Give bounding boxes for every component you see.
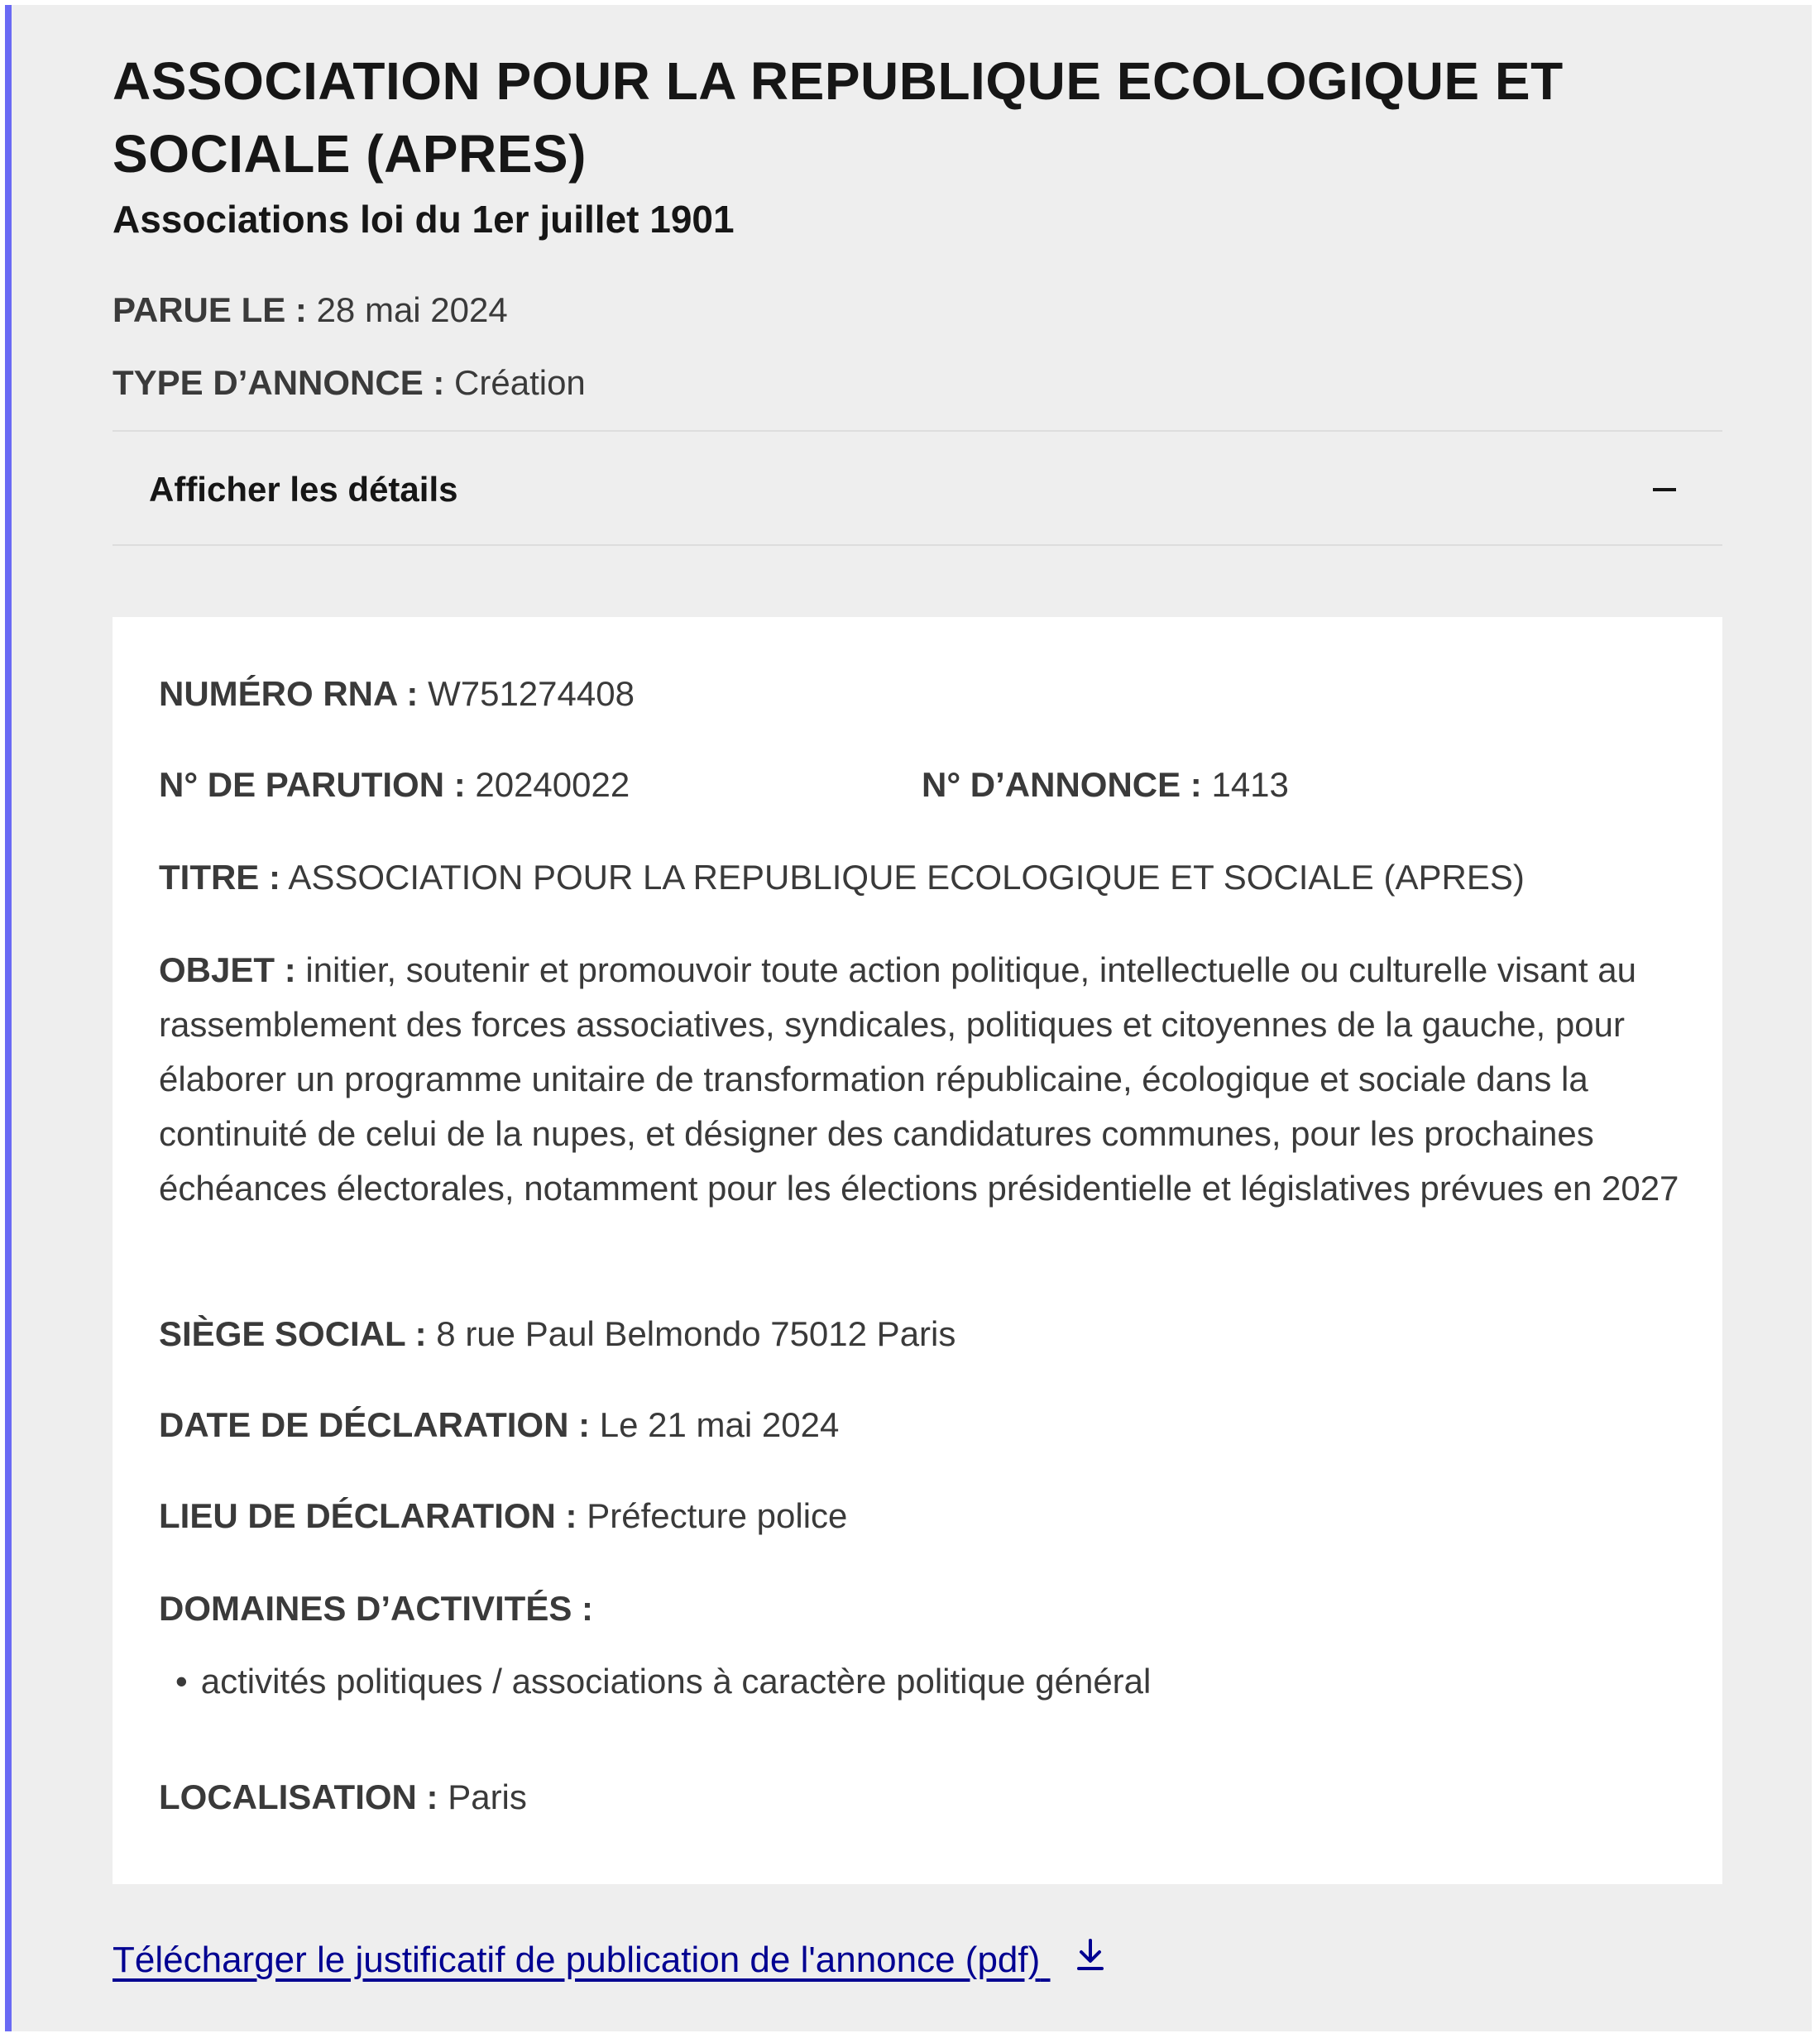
rna-number-value: W751274408 (428, 674, 635, 713)
declaration-date-value: Le 21 mai 2024 (599, 1405, 840, 1444)
siege-social-row (159, 1307, 956, 1361)
details-accordion-label: Afficher les détails (149, 470, 458, 509)
parution-number-row (159, 758, 630, 812)
localisation-label: LOCALISATION : (159, 1777, 438, 1816)
declaration-date-row (159, 1398, 839, 1452)
objet-label: OBJET : (159, 950, 296, 989)
domaines-row (159, 1581, 593, 1636)
announcement-type-label: TYPE D’ANNONCE : (113, 363, 445, 402)
localisation-value: Paris (448, 1777, 527, 1816)
declaration-place-row (159, 1489, 847, 1543)
announcement-header (113, 45, 1734, 243)
domaines-list (175, 1654, 1151, 1709)
download-icon (1074, 1937, 1107, 1987)
domaine-value: activités politiques / associations à caractère politique général (200, 1662, 1152, 1701)
localisation-row (159, 1770, 527, 1825)
minus-icon (1653, 488, 1676, 491)
announcement-type-value: Création (454, 363, 586, 402)
publication-date-value: 28 mai 2024 (316, 290, 508, 329)
bullet-icon: • (175, 1662, 188, 1701)
rna-number-row (159, 667, 635, 721)
announcement-subtitle: Associations loi du 1er juillet 1901 (113, 198, 735, 241)
titre-row (159, 850, 1525, 905)
rna-number-label: NUMÉRO RNA : (159, 674, 419, 713)
list-item (175, 1654, 1151, 1709)
domaines-label: DOMAINES D’ACTIVITÉS : (159, 1589, 594, 1628)
annonce-number-row (922, 758, 1289, 812)
parution-number-label: N° DE PARUTION : (159, 765, 466, 804)
download-pdf-label: Télécharger le justificatif de publication de l'annonce (pdf) (113, 1940, 1041, 1980)
siege-social-label: SIÈGE SOCIAL : (159, 1314, 427, 1353)
declaration-place-label: LIEU DE DÉCLARATION : (159, 1496, 577, 1535)
objet-value: initier, soutenir et promouvoir toute action politique, intellectuelle ou culturelle visant au rassemblement des forces associatives, syndicales, politiques et citoyennes de la gauche, pour élaborer un programme unitaire de transformation républicaine, écologique et sociale dans la continuité de celui de la nupes, et désigner des candidatures communes, pour les prochaines échéances électorales, notamment pour les élections présidentielle et législatives prévues en 2027 (159, 950, 1679, 1208)
parution-number-value: 20240022 (475, 765, 630, 804)
annonce-number-label: N° D’ANNONCE : (922, 765, 1202, 804)
publication-date-row (113, 287, 508, 333)
titre-label: TITRE : (159, 858, 280, 897)
objet-row (159, 943, 1689, 1216)
annonce-number-value: 1413 (1211, 765, 1289, 804)
declaration-date-label: DATE DE DÉCLARATION : (159, 1405, 591, 1444)
declaration-place-value: Préfecture police (587, 1496, 848, 1535)
announcement-title: ASSOCIATION POUR LA REPUBLIQUE ECOLOGIQUE ET SOCIALE (APRES) (113, 51, 1564, 184)
publication-date-label: PARUE LE : (113, 290, 307, 329)
titre-value: ASSOCIATION POUR LA REPUBLIQUE ECOLOGIQUE ET SOCIALE (APRES) (288, 858, 1525, 897)
announcement-type-row (113, 360, 586, 406)
siege-social-value: 8 rue Paul Belmondo 75012 Paris (436, 1314, 956, 1353)
download-pdf-link[interactable] (113, 1935, 1107, 1987)
details-accordion-toggle[interactable] (113, 430, 1722, 546)
